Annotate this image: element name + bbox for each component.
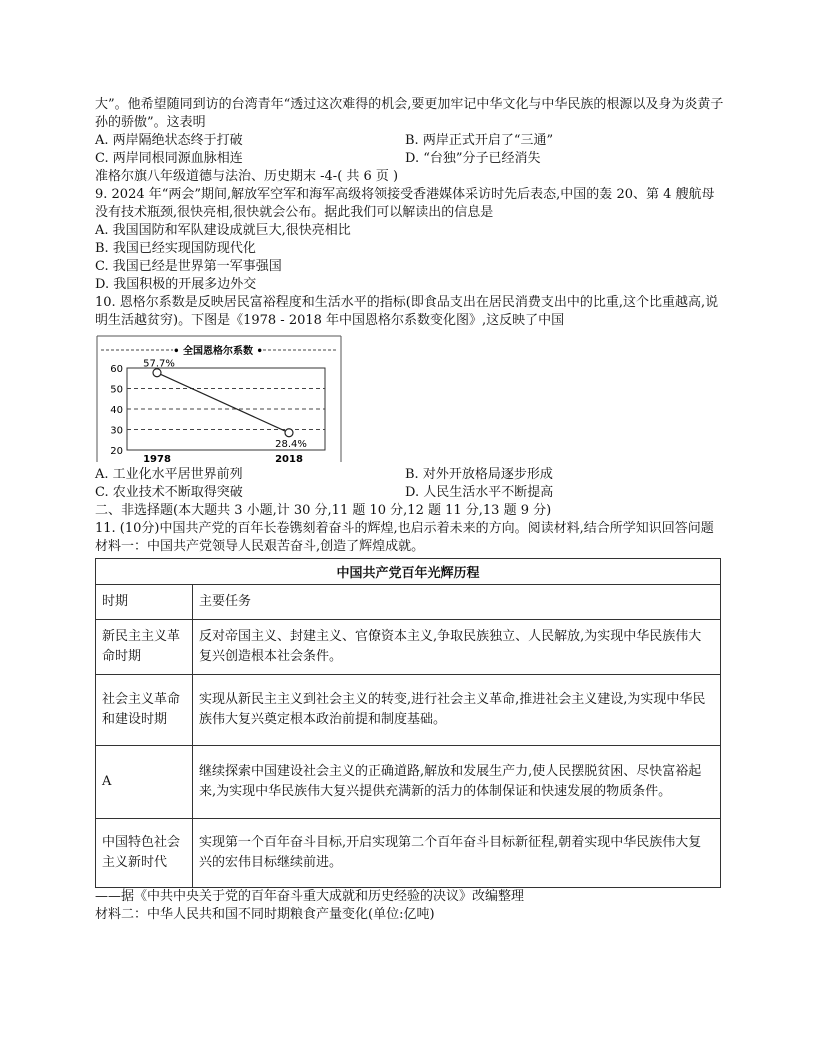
engel-chart-svg bbox=[95, 334, 345, 464]
row-period: 中国特色社会主义新时代 bbox=[96, 819, 193, 888]
table-title: 中国共产党百年光辉历程 bbox=[96, 559, 721, 585]
x-tick-label: 1978 bbox=[143, 454, 171, 464]
data-label: 28.4% bbox=[275, 438, 307, 450]
q11-material2: 材料二：中华人民共和国不同时期粮食产量变化(单位:亿吨) bbox=[95, 907, 435, 922]
data-point bbox=[285, 429, 293, 437]
row-task: 反对帝国主义、封建主义、官僚资本主义,争取民族独立、人民解放,为实现中华民族伟大复兴创造根本社会条件。 bbox=[193, 620, 721, 675]
y-tick-label: 30 bbox=[110, 425, 123, 437]
row-period: 新民主主义革命时期 bbox=[96, 620, 193, 675]
y-tick-label: 60 bbox=[110, 364, 123, 375]
row-period: 社会主义革命和建设时期 bbox=[96, 675, 193, 746]
row-task: 继续探索中国建设社会主义的正确道路,解放和发展生产力,使人民摆脱贫困、尽快富裕起来,为实现中华民族伟大复兴提供充满新的活力的体制保证和快速发展的物质条件。 bbox=[193, 746, 721, 819]
y-tick-label: 20 bbox=[110, 446, 123, 457]
row-task: 实现第一个百年奋斗目标,开启实现第二个百年奋斗目标新征程,朝着实现中华民族伟大复兴的宏伟目标继续前进。 bbox=[193, 819, 721, 888]
q8-option-b[interactable]: B. 两岸正式开启了“三通” bbox=[405, 133, 554, 148]
history-table bbox=[95, 558, 721, 888]
q8-option-a[interactable]: A. 两岸隔绝状态终于打破 bbox=[95, 133, 243, 148]
data-point bbox=[153, 369, 161, 377]
table-row bbox=[96, 819, 721, 888]
header-period: 时期 bbox=[96, 585, 193, 620]
row-task: 实现从新民主主义到社会主义的转变,进行社会主义革命,推进社会主义建设,为实现中华民族伟大复兴奠定根本政治前提和制度基础。 bbox=[193, 675, 721, 746]
q8-options-row2 bbox=[95, 150, 725, 168]
q10-options-row1 bbox=[95, 466, 725, 484]
y-tick-label: 40 bbox=[110, 405, 123, 416]
q10-stem: 10. 恩格尔系数是反映居民富裕程度和生活水平的指标(即食品支出在居民消费支出中的比重,这个比重越高,说明生活越贫穷)。下图是《1978 - 2018 年中国恩格尔系数变化图》,这反映了中国 bbox=[95, 295, 719, 328]
data-label: 57.7% bbox=[143, 358, 175, 370]
q11-stem: 11. (10分)中国共产党的百年长卷镌刻着奋斗的辉煌,也启示着未来的方向。阅读材料,结合所学知识回答问题 bbox=[95, 521, 714, 536]
table-row bbox=[96, 746, 721, 819]
exam-page bbox=[95, 96, 725, 924]
q9-stem: 9. 2024 年“两会”期间,解放军空军和海军高级将领接受香港媒体采访时先后表态,中国的轰 20、第 4 艘航母没有技术瓶颈,很快亮相,很快就会公布。据此我们可以解读出的信息是 bbox=[95, 187, 715, 220]
q11-material1: 材料一：中国共产党领导人民艰苦奋斗,创造了辉煌成就。 bbox=[95, 539, 425, 554]
table-title-row bbox=[96, 559, 721, 585]
q9-option-a[interactable]: A. 我国国防和军队建设成就巨大,很快亮相比 bbox=[95, 223, 351, 238]
q8-option-c[interactable]: C. 两岸同根同源血脉相连 bbox=[95, 151, 243, 166]
page-footer-line: 准格尔旗八年级道德与法治、历史期末 -4-( 共 6 页 ) bbox=[95, 169, 399, 184]
q8-stem-end: 大”。他希望随同到访的台湾青年“透过这次难得的机会,要更加牢记中华文化与中华民族的根源以及身为炎黄子孙的骄傲”。这表明 bbox=[95, 97, 724, 130]
q10-option-a[interactable]: A. 工业化水平居世界前列 bbox=[95, 467, 243, 482]
q10-option-d[interactable]: D. 人民生活水平不断提高 bbox=[405, 485, 554, 500]
row-period: A bbox=[96, 746, 193, 819]
q9-option-b[interactable]: B. 我国已经实现国防现代化 bbox=[95, 241, 256, 256]
engel-coefficient-chart bbox=[95, 334, 345, 464]
q8-options-row1 bbox=[95, 132, 725, 150]
q8-option-d[interactable]: D. “台独”分子已经消失 bbox=[405, 151, 541, 166]
q9-option-c[interactable]: C. 我国已经是世界第一军事强国 bbox=[95, 259, 282, 274]
q11-source: ——据《中共中央关于党的百年奋斗重大成就和历史经验的决议》改编整理 bbox=[95, 889, 525, 904]
section2-heading: 二、非选择题(本大题共 3 小题,计 30 分,11 题 10 分,12 题 11 分,13 题 9 分) bbox=[95, 503, 552, 518]
x-tick-label: 2018 bbox=[275, 454, 303, 464]
header-task: 主要任务 bbox=[193, 585, 721, 620]
q10-option-b[interactable]: B. 对外开放格局逐步形成 bbox=[405, 467, 553, 482]
chart-title: • 全国恩格尔系数 • bbox=[173, 346, 263, 357]
y-tick-label: 50 bbox=[110, 384, 123, 396]
q10-options-row2 bbox=[95, 484, 725, 502]
q9-option-d[interactable]: D. 我国积极的开展多边外交 bbox=[95, 277, 257, 292]
series-line bbox=[157, 373, 289, 433]
q10-option-c[interactable]: C. 农业技术不断取得突破 bbox=[95, 485, 243, 500]
table-row bbox=[96, 620, 721, 675]
table-header-row bbox=[96, 585, 721, 620]
table-row bbox=[96, 675, 721, 746]
